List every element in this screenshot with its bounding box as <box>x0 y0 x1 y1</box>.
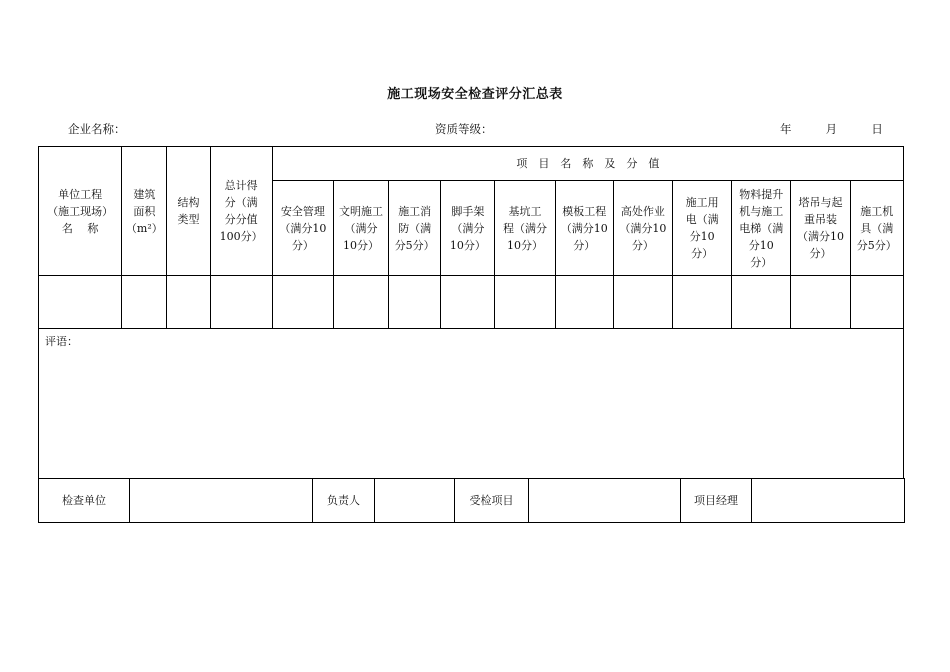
day-label: 日 <box>871 122 883 136</box>
item-score-cell[interactable] <box>495 276 555 329</box>
item-header: 物料提升 机与施工 电梯（满 分10 分） <box>732 181 791 276</box>
item-header: 施工消 防（满 分5分） <box>389 181 441 276</box>
score-summary-table <box>38 146 904 479</box>
total-score-cell[interactable] <box>210 276 272 329</box>
inspected-project-field[interactable] <box>529 479 681 523</box>
building-area-cell[interactable] <box>122 276 167 329</box>
person-in-charge-label: 负责人 <box>313 479 375 523</box>
item-header: 施工用 电（满 分10 分） <box>673 181 732 276</box>
comment-row <box>39 329 904 479</box>
item-header: 施工机 具（满 分5分） <box>850 181 903 276</box>
project-manager-field[interactable] <box>752 479 905 523</box>
year-label: 年 <box>780 122 792 136</box>
total-score-header: 总计得 分（满 分分值 100分） <box>210 147 272 276</box>
item-score-cell[interactable] <box>732 276 791 329</box>
unit-name-cell[interactable] <box>39 276 122 329</box>
item-score-cell[interactable] <box>850 276 903 329</box>
qualification-level-label: 资质等级： <box>435 122 493 136</box>
item-score-cell[interactable] <box>272 276 333 329</box>
month-label: 月 <box>825 122 838 136</box>
item-score-cell[interactable] <box>389 276 441 329</box>
inspected-project-label: 受检项目 <box>455 479 529 523</box>
item-score-cell[interactable] <box>333 276 388 329</box>
date-line <box>780 121 883 137</box>
structure-type-header: 结构 类型 <box>167 147 210 276</box>
comment-label: 评语： <box>45 335 78 348</box>
signature-table <box>38 478 905 523</box>
item-score-cell[interactable] <box>613 276 672 329</box>
person-in-charge-field[interactable] <box>375 479 455 523</box>
item-header: 高处作业 （满分10 分） <box>613 181 672 276</box>
signature-row <box>39 479 905 523</box>
item-header: 塔吊与起 重吊装 （满分10 分） <box>791 181 850 276</box>
item-header: 安全管理 （满分10 分） <box>272 181 333 276</box>
item-header: 模板工程 （满分10 分） <box>555 181 613 276</box>
item-header: 脚手架 （满分 10分） <box>441 181 495 276</box>
items-header: 项 目 名 称 及 分 值 <box>272 147 903 181</box>
structure-type-cell[interactable] <box>167 276 210 329</box>
header-row-1 <box>39 147 904 181</box>
data-row <box>39 276 904 329</box>
item-header: 文明施工 （满分 10分） <box>333 181 388 276</box>
inspector-unit-label: 检查单位 <box>39 479 130 523</box>
page-title: 施工现场安全检查评分汇总表 <box>387 87 563 102</box>
building-area-header: 建筑 面积 （m²） <box>122 147 167 276</box>
project-manager-label: 项目经理 <box>681 479 752 523</box>
company-name-label: 企业名称： <box>68 122 126 136</box>
item-score-cell[interactable] <box>555 276 613 329</box>
item-score-cell[interactable] <box>441 276 495 329</box>
item-score-cell[interactable] <box>791 276 850 329</box>
inspector-unit-field[interactable] <box>130 479 313 523</box>
item-header: 基坑工 程（满分 10分） <box>495 181 555 276</box>
comment-cell[interactable] <box>39 329 904 479</box>
unit-name-header: 单位工程 （施工现场） 名 称 <box>39 147 122 276</box>
item-score-cell[interactable] <box>673 276 732 329</box>
